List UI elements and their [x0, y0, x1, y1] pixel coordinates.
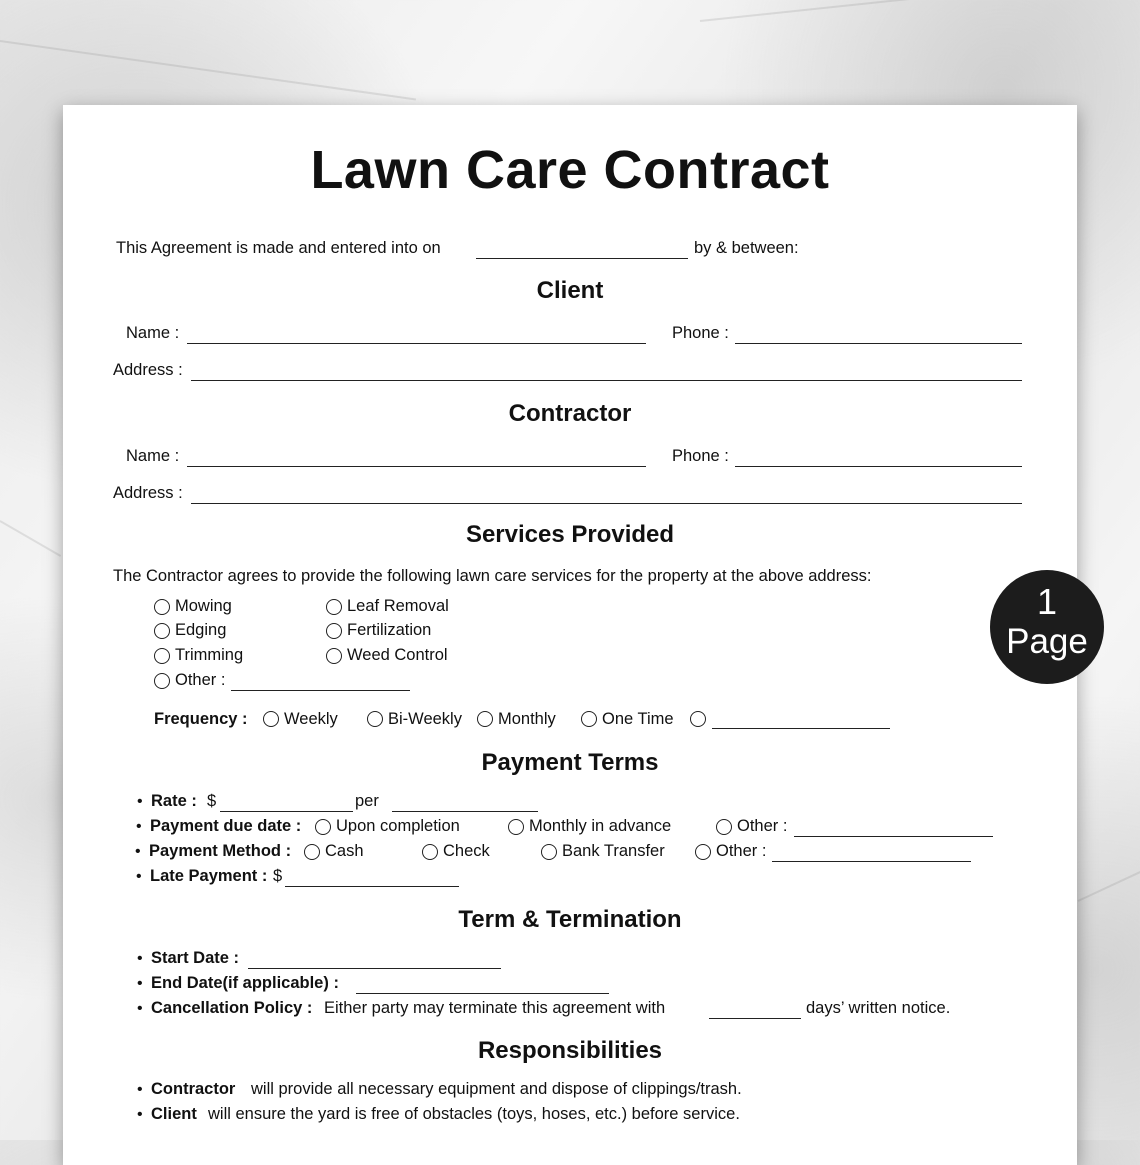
contractor-name-label: Name :: [126, 447, 180, 465]
frequency-weekly-label: Weekly: [284, 710, 338, 728]
frequency-monthly-label: Monthly: [498, 710, 556, 728]
service-mowing-label: Mowing: [175, 597, 232, 615]
page-title: Lawn Care Contract: [310, 140, 830, 200]
service-edging-label: Edging: [175, 621, 227, 639]
contractor-heading: Contractor: [508, 400, 632, 427]
bullet-icon: •: [137, 793, 143, 810]
late-payment-currency: $: [273, 867, 283, 885]
due-upon-completion-label: Upon completion: [336, 817, 460, 835]
due-other-field[interactable]: [794, 836, 993, 837]
frequency-custom-radio[interactable]: [690, 711, 706, 727]
cancellation-text: Either party may terminate this agreement with: [324, 999, 666, 1017]
rate-unit-field[interactable]: [392, 811, 538, 812]
due-monthly-advance-radio[interactable]: [508, 819, 524, 835]
frequency-weekly-radio[interactable]: [263, 711, 279, 727]
service-trimming-radio[interactable]: [154, 648, 170, 664]
badge-number: 1: [1036, 581, 1058, 622]
service-mowing-radio[interactable]: [154, 599, 170, 615]
due-other-label: Other :: [737, 817, 788, 835]
bullet-icon: •: [137, 1000, 143, 1017]
method-cash-label: Cash: [325, 842, 364, 860]
agreement-date-field[interactable]: [476, 258, 688, 259]
due-other-radio[interactable]: [716, 819, 732, 835]
badge-label: Page: [1006, 622, 1088, 661]
responsibility-client-label: Client: [151, 1105, 197, 1123]
method-bank-transfer-radio[interactable]: [541, 844, 557, 860]
due-upon-completion-radio[interactable]: [315, 819, 331, 835]
service-other-label: Other :: [175, 671, 226, 689]
frequency-biweekly-radio[interactable]: [367, 711, 383, 727]
late-payment-label: Late Payment :: [150, 867, 268, 885]
client-address-label: Address :: [113, 361, 183, 379]
payment-method-label: Payment Method :: [149, 842, 292, 860]
end-date-label: End Date(if applicable) :: [151, 974, 339, 992]
rate-amount-field[interactable]: [220, 811, 353, 812]
frequency-biweekly-label: Bi-Weekly: [388, 710, 462, 728]
start-date-label: Start Date :: [151, 949, 240, 967]
cancellation-suffix: days’ written notice.: [806, 999, 951, 1017]
method-other-field[interactable]: [772, 861, 971, 862]
method-other-radio[interactable]: [695, 844, 711, 860]
responsibility-contractor-label: Contractor: [151, 1080, 236, 1098]
contractor-address-field[interactable]: [191, 503, 1022, 504]
services-heading: Services Provided: [465, 521, 675, 548]
cancellation-label: Cancellation Policy :: [151, 999, 313, 1017]
service-weed-control-radio[interactable]: [326, 648, 342, 664]
marble-vein: [1078, 871, 1140, 902]
payment-due-label: Payment due date :: [150, 817, 302, 835]
method-check-radio[interactable]: [422, 844, 438, 860]
bullet-icon: •: [135, 843, 141, 860]
end-date-field[interactable]: [356, 993, 609, 994]
agreement-suffix: by & between:: [694, 239, 799, 257]
term-heading: Term & Termination: [458, 906, 682, 933]
late-payment-field[interactable]: [285, 886, 459, 887]
frequency-one-time-label: One Time: [602, 710, 674, 728]
method-bank-transfer-label: Bank Transfer: [562, 842, 665, 860]
payment-heading: Payment Terms: [481, 749, 659, 776]
bullet-icon: •: [137, 1081, 143, 1098]
method-cash-radio[interactable]: [304, 844, 320, 860]
client-phone-field[interactable]: [735, 343, 1022, 344]
page-count-badge: [990, 570, 1104, 684]
contractor-phone-field[interactable]: [735, 466, 1022, 467]
marble-vein: [700, 0, 1140, 22]
method-other-label: Other :: [716, 842, 767, 860]
client-heading: Client: [536, 277, 604, 304]
bullet-icon: •: [137, 975, 143, 992]
bullet-icon: •: [136, 818, 142, 835]
start-date-field[interactable]: [248, 968, 501, 969]
client-name-label: Name :: [126, 324, 180, 342]
marble-vein: [0, 40, 416, 100]
marble-vein: [0, 520, 61, 557]
rate-per: per: [355, 792, 379, 810]
client-address-field[interactable]: [191, 380, 1022, 381]
contract-page: [63, 105, 1077, 1165]
client-name-field[interactable]: [187, 343, 646, 344]
rate-currency: $: [207, 792, 217, 810]
bullet-icon: •: [136, 868, 142, 885]
service-leaf-removal-label: Leaf Removal: [347, 597, 449, 615]
frequency-monthly-radio[interactable]: [477, 711, 493, 727]
service-leaf-removal-radio[interactable]: [326, 599, 342, 615]
frequency-custom-field[interactable]: [712, 728, 890, 729]
client-phone-label: Phone :: [672, 324, 729, 342]
service-fertilization-radio[interactable]: [326, 623, 342, 639]
bullet-icon: •: [137, 1106, 143, 1123]
service-fertilization-label: Fertilization: [347, 621, 432, 639]
responsibilities-heading: Responsibilities: [477, 1037, 663, 1064]
responsibility-client-text: will ensure the yard is free of obstacles (toys, hoses, etc.) before service.: [208, 1105, 740, 1123]
service-edging-radio[interactable]: [154, 623, 170, 639]
responsibility-contractor-text: will provide all necessary equipment and dispose of clippings/trash.: [251, 1080, 742, 1098]
frequency-one-time-radio[interactable]: [581, 711, 597, 727]
service-other-field[interactable]: [231, 690, 410, 691]
frequency-label: Frequency :: [154, 710, 248, 728]
service-weed-control-label: Weed Control: [347, 646, 448, 664]
services-intro: The Contractor agrees to provide the following lawn care services for the property at the above address:: [113, 567, 872, 585]
contractor-name-field[interactable]: [187, 466, 646, 467]
service-trimming-label: Trimming: [175, 646, 244, 664]
method-check-label: Check: [443, 842, 490, 860]
bullet-icon: •: [137, 950, 143, 967]
agreement-prefix: This Agreement is made and entered into on: [116, 239, 441, 257]
due-monthly-advance-label: Monthly in advance: [529, 817, 672, 835]
rate-label: Rate :: [151, 792, 197, 810]
contractor-phone-label: Phone :: [672, 447, 729, 465]
cancellation-days-field[interactable]: [709, 1018, 801, 1019]
contractor-address-label: Address :: [113, 484, 183, 502]
service-other-radio[interactable]: [154, 673, 170, 689]
